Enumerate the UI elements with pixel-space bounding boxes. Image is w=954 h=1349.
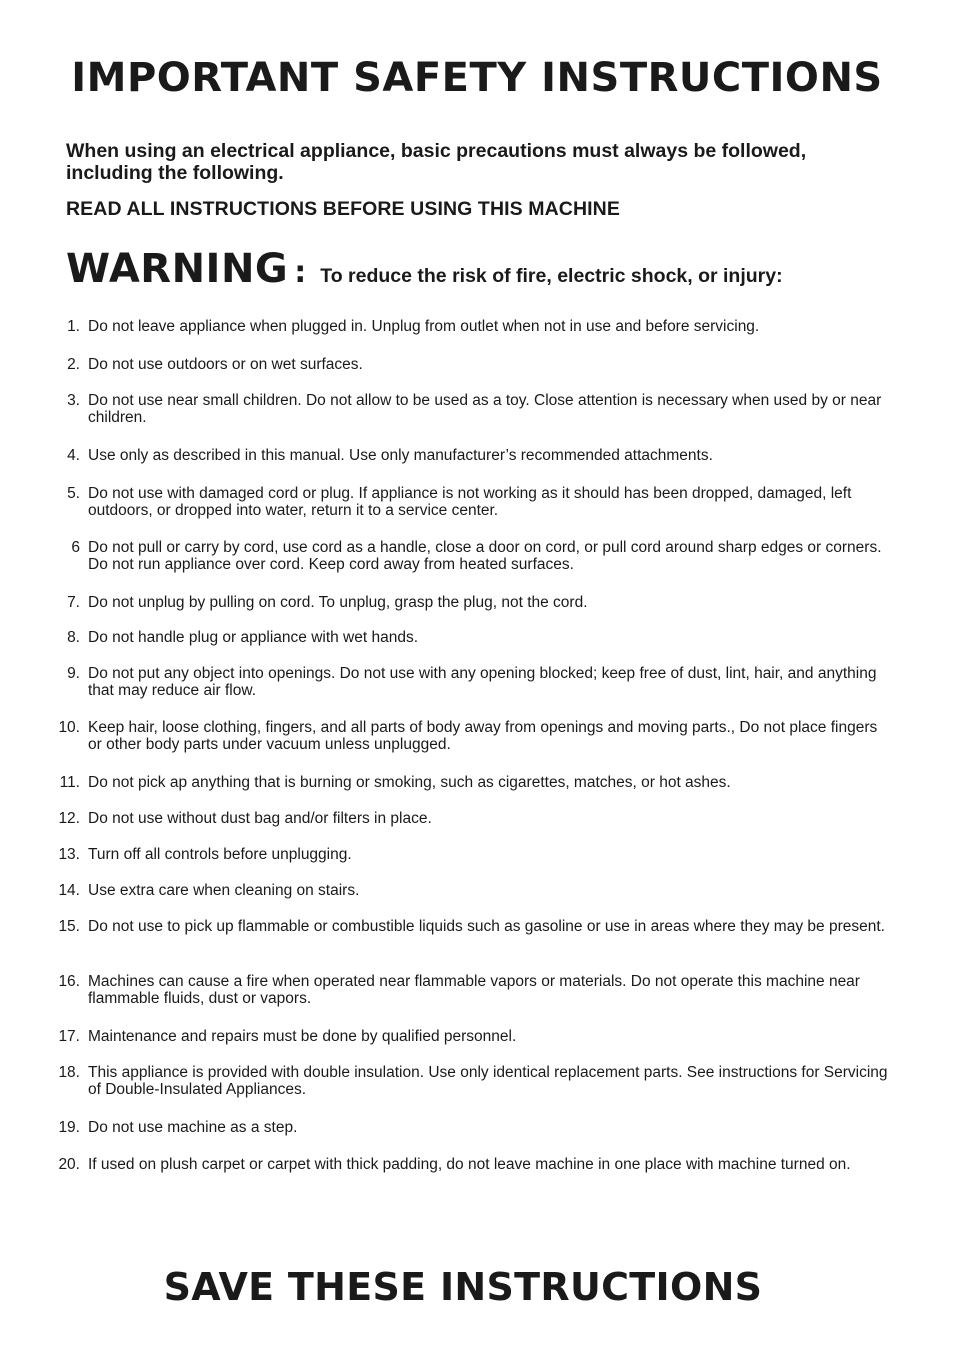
item-text: Keep hair, loose clothing, fingers, and all parts of body away from openings and moving parts., Do not place fingers or other body parts under vacuum unless unplugged. (88, 719, 878, 753)
item-number: 8. (67, 629, 80, 646)
list-item (50, 1028, 890, 1045)
item-number: 19. (58, 1119, 80, 1136)
item-number: 10. (58, 719, 80, 736)
item-number: 14. (58, 882, 80, 899)
intro-text: When using an electrical appliance, basic precautions must always be followed, including the following. (66, 140, 807, 184)
list-item (50, 846, 890, 863)
list-item (50, 973, 890, 1007)
item-text: Do not use without dust bag and/or filters in place. (88, 810, 432, 827)
item-text: Do not use machine as a step. (88, 1119, 298, 1136)
list-item (50, 1156, 890, 1173)
item-number: 2. (67, 356, 80, 373)
save-instructions-footer: SAVE THESE INSTRUCTIONS (163, 1265, 763, 1309)
list-item (50, 882, 890, 899)
read-all-notice: READ ALL INSTRUCTIONS BEFORE USING THIS MACHINE (66, 198, 620, 220)
list-item (50, 485, 890, 519)
item-number: 15. (58, 918, 80, 935)
page-title: IMPORTANT SAFETY INSTRUCTIONS (71, 55, 883, 101)
list-item (50, 918, 890, 935)
item-text: Do not leave appliance when plugged in. Unplug from outlet when not in use and before servicing. (88, 318, 760, 335)
item-number: 18. (58, 1064, 80, 1081)
item-text: Use only as described in this manual. Use only manufacturer’s recommended attachments. (88, 447, 713, 464)
list-item (50, 318, 890, 335)
item-text: This appliance is provided with double insulation. Use only identical replacement parts. See instructions for Servicing of Double-Insulated Appliances. (88, 1064, 888, 1098)
item-number: 6 (71, 539, 80, 556)
item-text: Do not put any object into openings. Do not use with any opening blocked; keep free of dust, lint, hair, and anything that may reduce air flow. (88, 665, 877, 699)
warning-text: To reduce the risk of fire, electric shock, or injury: (320, 265, 783, 287)
list-item (50, 392, 890, 426)
item-number: 5. (67, 485, 80, 502)
item-number: 13. (58, 846, 80, 863)
item-number: 4. (67, 447, 80, 464)
item-text: Turn off all controls before unplugging. (88, 846, 352, 863)
item-text: If used on plush carpet or carpet with thick padding, do not leave machine in one place with machine turned on. (88, 1156, 851, 1173)
list-item (50, 539, 890, 573)
item-number: 9. (67, 665, 80, 682)
item-text: Do not use to pick up flammable or combustible liquids such as gasoline or use in areas where they may be present. (88, 918, 885, 935)
list-item (50, 665, 890, 699)
list-item (50, 1064, 890, 1098)
list-item (50, 594, 890, 611)
item-text: Do not unplug by pulling on cord. To unplug, grasp the plug, not the cord. (88, 594, 588, 611)
item-text: Do not pull or carry by cord, use cord as a handle, close a door on cord, or pull cord around sharp edges or corners. Do not run appliance over cord. Keep cord away from heated surfaces. (88, 539, 882, 573)
item-number: 7. (67, 594, 80, 611)
item-text: Do not handle plug or appliance with wet hands. (88, 629, 419, 646)
item-number: 3. (67, 392, 80, 409)
list-item (50, 719, 890, 753)
warning-label: WARNING (66, 246, 289, 292)
item-text: Do not use near small children. Do not allow to be used as a toy. Close attention is necessary when used by or near children. (88, 392, 882, 426)
item-number: 12. (58, 810, 80, 827)
item-text: Do not use with damaged cord or plug. If appliance is not working as it should has been dropped, damaged, left outdoors, or dropped into water, return it to a service center. (88, 485, 852, 519)
item-number: 20. (58, 1156, 80, 1173)
item-text: Do not pick ap anything that is burning or smoking, such as cigarettes, matches, or hot ashes. (88, 774, 731, 791)
list-item (50, 629, 890, 646)
list-item (50, 447, 890, 464)
item-text: Machines can cause a fire when operated near flammable vapors or materials. Do not operate this machine near flammable fluids, dust or vapors. (88, 973, 860, 1007)
item-text: Do not use outdoors or on wet surfaces. (88, 356, 363, 373)
warning-colon: : (294, 255, 307, 290)
item-number: 17. (58, 1028, 80, 1045)
list-item (50, 774, 890, 791)
item-text: Maintenance and repairs must be done by qualified personnel. (88, 1028, 517, 1045)
item-number: 16. (58, 973, 80, 990)
warning-heading (66, 246, 783, 292)
item-text: Use extra care when cleaning on stairs. (88, 882, 360, 899)
list-item (50, 356, 890, 373)
item-number: 1. (67, 318, 80, 335)
list-item (50, 810, 890, 827)
item-number: 11. (59, 774, 80, 791)
list-item (50, 1119, 890, 1136)
